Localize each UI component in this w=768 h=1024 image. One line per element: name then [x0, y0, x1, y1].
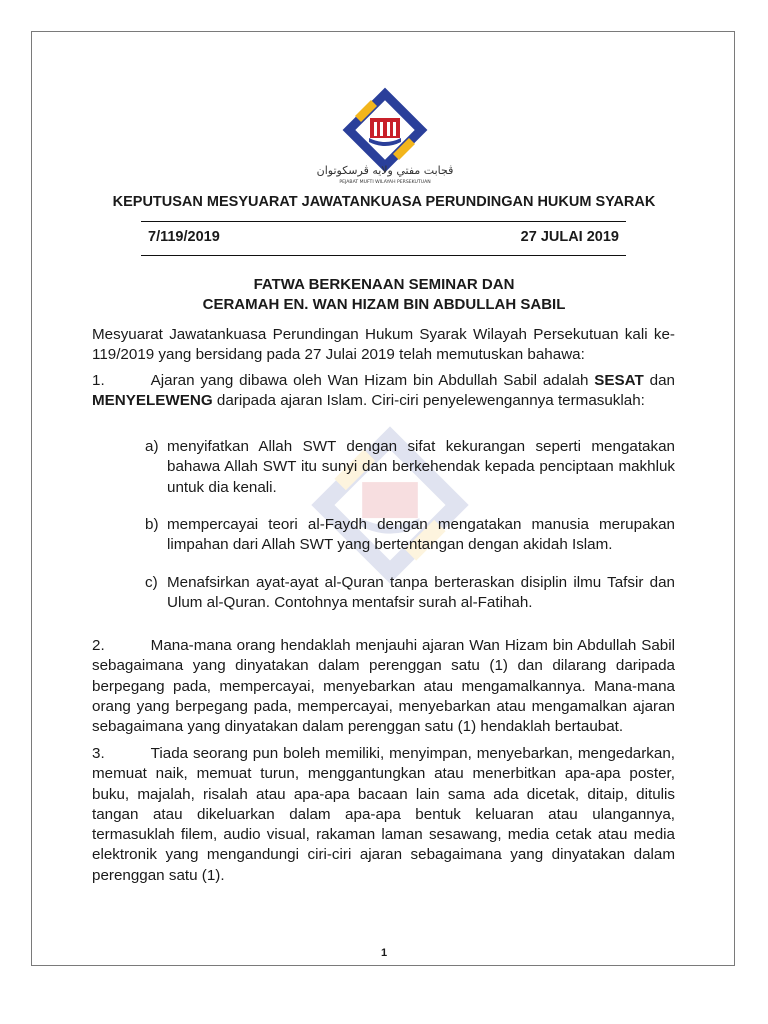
paragraph-2-number: 2.	[92, 637, 105, 654]
page-number: 1	[380, 947, 388, 959]
meeting-date: 27 JULAI 2019	[520, 229, 619, 245]
intro-paragraph: Mesyuarat Jawatankuasa Perundingan Hukum Syarak Wilayah Persekutuan kali ke-119/2019 yang bersidang pada 27 Julai 2019 telah memutuskan bahawa:	[92, 326, 675, 364]
svg-text:ڤجابت مفتي ولايه ڤرسكوتوان: ڤجابت مفتي ولايه ڤرسكوتوان	[316, 164, 454, 177]
subject-line-2: CERAMAH EN. WAN HIZAM BIN ABDULLAH SABIL	[202, 296, 566, 313]
item-a-label: a)	[145, 438, 159, 455]
paragraph-1	[92, 371, 675, 412]
item-c-text: Menafsirkan ayat-ayat al-Quran tanpa berteraskan disiplin ilmu Tafsir dan Ulum al-Quran. Contohnya mentafsir surah al-Fatihah.	[167, 574, 675, 612]
paragraph-3	[92, 744, 675, 886]
paragraph-3-text: Tiada seorang pun boleh memiliki, menyimpan, menyebarkan, mengedarkan, memuat naik, memuat turun, menggantungkan atau menerbitkan apa-apa poster, buku, majalah, risalah atau apa-apa bacaan lain sama ada dicetak, ditaip, ditulis tangan atau dikeluarkan dalam apa-apa bentuk keluaran atau ulangannya, termasuklah filem, audio visual, rakaman laman sesawang, media cetak atau media elektronik yang mengandungi ciri-ciri ajaran sebagaimana yang dinyatakan dalam perenggan satu (1).	[92, 745, 675, 884]
item-b-label: b)	[145, 516, 159, 533]
item-a-text: menyifatkan Allah SWT dengan sifat kekurangan seperti mengatakan bahawa Allah SWT itu sunyi dan berkehendak kepada penciptaan makhluk untuk dia kenali.	[167, 438, 675, 496]
paragraph-1-tail: daripada ajaran Islam. Ciri-ciri penyelewengannya termasuklah:	[212, 392, 645, 410]
title-rule-bottom	[141, 255, 626, 256]
paragraph-1-text: Ajaran yang dibawa oleh Wan Hizam bin Abdullah Sabil adalah	[150, 372, 595, 389]
reference-number: 7/119/2019	[148, 229, 220, 245]
title-rule-top	[141, 221, 626, 222]
subject-line-1: FATWA BERKENAAN SEMINAR DAN	[253, 276, 515, 293]
document-title: KEPUTUSAN MESYUARAT JAWATANKUASA PERUNDINGAN HUKUM SYARAK	[112, 194, 656, 210]
keyword-menyeleweng: MENYELEWENG	[92, 392, 213, 410]
fatwa-subject	[0, 275, 768, 315]
paragraph-3-number: 3.	[92, 745, 105, 762]
paragraph-1-join: dan	[643, 372, 675, 389]
logo-caption: PEJABAT MUFTI WILAYAH PERSEKUTUAN	[339, 180, 431, 185]
item-b-text: mempercayai teori al-Faydh dengan mengatakan manusia merupakan limpahan dari Allah SWT yang bertentangan dengan akidah Islam.	[167, 516, 675, 554]
mufti-wilayah-emblem-icon	[316, 86, 454, 186]
paragraph-2-text: Mana-mana orang hendaklah menjauhi ajaran Wan Hizam bin Abdullah Sabil sebagaimana yang dinyatakan dalam perenggan satu (1) dan dilarang daripada berpegang pada, mempercayai, menyebarkan atau mengamalkannya. Mana-mana orang yang berpegang pada, mempercayai, menyebarkan atau mengamalkan ajaran sebagaimana yang dinyatakan dalam perenggan satu (1) hendaklah bertaubat.	[92, 637, 675, 736]
paragraph-2	[92, 636, 675, 737]
paragraph-1-number: 1.	[92, 372, 105, 389]
keyword-sesat: SESAT	[594, 372, 644, 389]
item-c-label: c)	[145, 574, 158, 591]
